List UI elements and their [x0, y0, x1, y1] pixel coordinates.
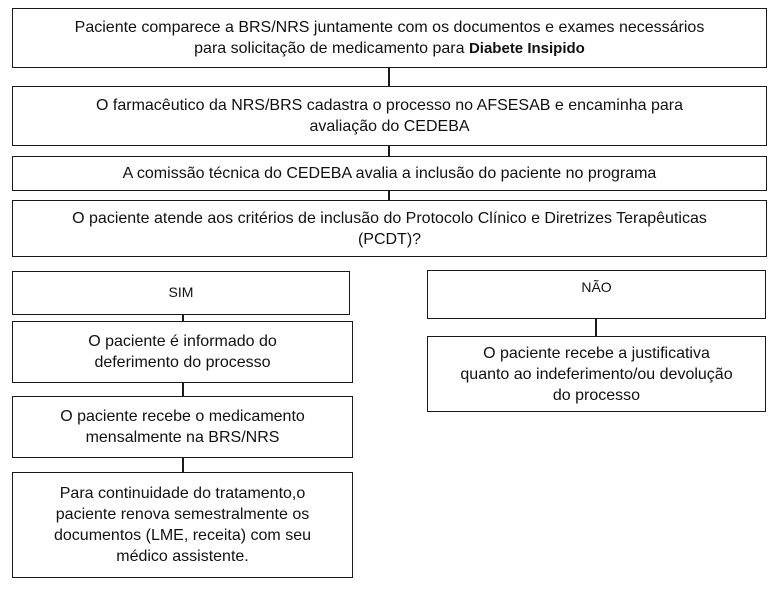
step-patient-arrives-box: [12, 8, 767, 68]
yes-receives-line1: O paciente recebe o medicamento: [60, 408, 305, 425]
connector-yes-3: [182, 458, 184, 472]
step-pharmacist-registers-line1: O farmacêutico da NRS/BRS cadastra o processo no AFSESAB e encaminha para: [96, 97, 683, 114]
connector-1-2: [388, 68, 390, 86]
connector-no-1: [595, 319, 597, 336]
yes-label-box: [12, 271, 350, 315]
no-justification-line2: quanto ao indeferimento/ou devolução: [460, 365, 733, 383]
question-line1: O paciente atende aos critérios de inclusão do Protocolo Clínico e Diretrizes Terapêuticas: [72, 209, 707, 227]
connector-3-4: [388, 191, 390, 200]
step-commission-evaluates-text: A comissão técnica do CEDEBA avalia a inclusão do paciente no programa: [122, 165, 657, 182]
yes-informed-line1: O paciente é informado do: [88, 333, 277, 350]
no-justification-line1: O paciente recebe a justificativa: [483, 344, 710, 362]
no-justification-box: [427, 336, 766, 412]
yes-receives-line2: mensalmente na BRS/NRS: [85, 429, 280, 446]
yes-renewal-line3: documentos (LME, receita) com seu: [54, 527, 311, 544]
no-label-box: [427, 270, 766, 319]
connector-2-3: [388, 146, 390, 156]
yes-renewal-line4: médico assistente.: [116, 548, 249, 565]
step-patient-arrives-line1: Paciente comparece a BRS/NRS juntamente com os documentos e exames necessários: [74, 19, 705, 36]
question-line2: (PCDT)?: [357, 230, 422, 248]
no-label: NÃO: [581, 279, 612, 295]
step-patient-arrives-line2-text: para solicitação de medicamento para: [194, 40, 469, 57]
connector-yes-2: [182, 383, 184, 396]
step-commission-evaluates-box: [12, 156, 767, 191]
yes-informed-box: [12, 321, 353, 383]
step-patient-arrives-line2: [75, 38, 705, 59]
yes-informed-line2: deferimento do processo: [94, 354, 271, 371]
step-pharmacist-registers-line2: avaliação do CEDEBA: [309, 118, 470, 135]
inclusion-criteria-question-box: [12, 200, 767, 257]
yes-renewal-box: [12, 472, 353, 578]
yes-receives-medication-box: [12, 396, 353, 458]
yes-renewal-line2: paciente renova semestralmente os: [55, 506, 310, 523]
yes-renewal-line1: Para continuidade do tratamento,o: [59, 485, 306, 502]
no-justification-line3: do processo: [552, 386, 641, 404]
yes-label: SIM: [168, 284, 194, 300]
medication-name: Diabete Insipido: [468, 40, 585, 57]
step-pharmacist-registers-box: [12, 86, 767, 146]
